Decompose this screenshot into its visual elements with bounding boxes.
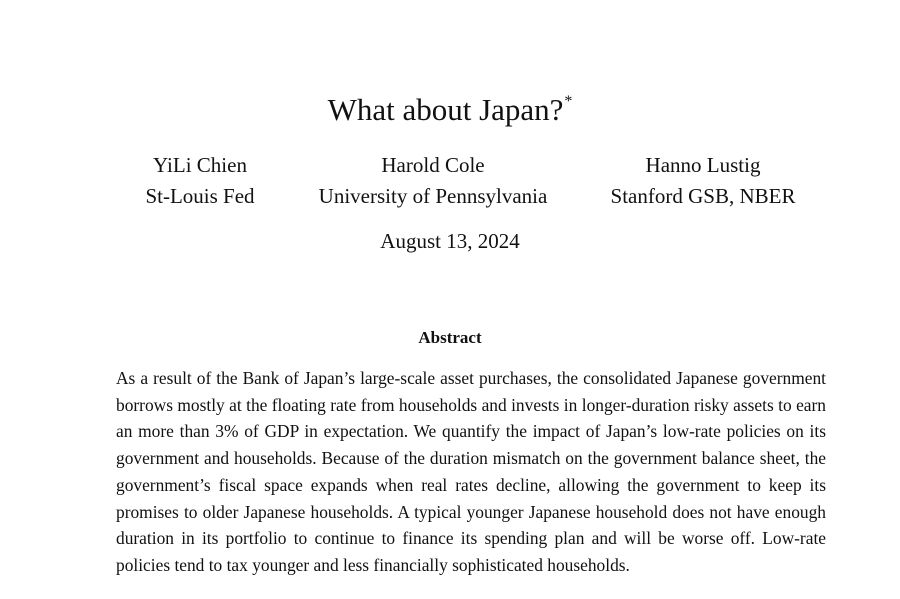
- author-affiliation: St-Louis Fed: [145, 184, 255, 208]
- author-block: [283, 150, 583, 212]
- abstract-text: As a result of the Bank of Japan’s large-scale asset purchases, the consolidated Japanese government borrows mostly at the floating rate from households and invests in longer-duration risky assets to earn an more than 3% of GDP in expectation. We quantify the impact of Japan’s low-rate policies on its government and households. Because of the duration mismatch on the government balance sheet, the government’s fiscal space expands when real rates decline, allowing the government to keep its promises to older Japanese households. A typical younger Japanese household does not have enough duration in its portfolio to continue to finance its spending plan and will be worse off. Low-rate policies tend to tax younger and less financially sophisticated households.: [116, 368, 826, 575]
- paper-date: August 13, 2024: [380, 229, 520, 253]
- author-affiliation: University of Pennsylvania: [318, 184, 548, 208]
- author-block: [100, 150, 300, 212]
- title-footnote-mark[interactable]: *: [564, 93, 573, 110]
- author-name: Hanno Lustig: [645, 153, 761, 177]
- paper-title: [0, 82, 900, 130]
- paper-title-text: What about Japan?: [327, 92, 564, 127]
- author-name: Harold Cole: [381, 153, 485, 177]
- author-affiliation: Stanford GSB, NBER: [610, 184, 796, 208]
- author-block: [578, 150, 828, 212]
- abstract-heading: Abstract: [418, 328, 482, 347]
- author-name: YiLi Chien: [153, 153, 247, 177]
